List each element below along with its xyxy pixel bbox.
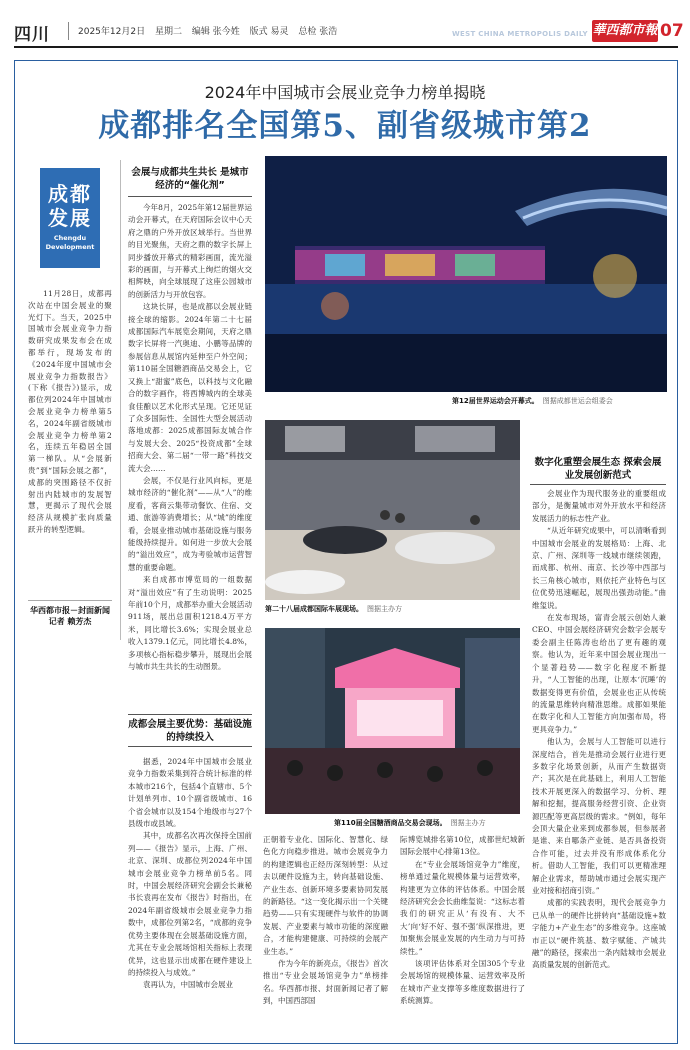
paragraph: 该项评估体系对全国305个专业会展场馆的规模体量、运营效率及所在城市产业支撑等多维度数据进行了系统测算。 [400, 959, 525, 1006]
section-name: 四川 [14, 25, 50, 45]
paragraph: 他认为，会展与人工智能可以进行深度结合，首先是推动会展行业进行更多数字化场景创新，从而产生数据资产；其次是在此基础上，利用人工智能技术开展更深入的数据学习、分析、理解和挖掘，提高服务经营引资、企业资源匹配等更高层级的需求。“例如，每年会顶大量企业来到成都参展，但参展者是谁、来自哪条产业链、是否具备投资合作可能，过去并没有形成体系化分析。借助人工智能，我们可以更精准理解企业需求，帮助城市通过会展实现产业对接和招商引资。” [532, 737, 666, 895]
lead-text: 11月28日，成都再次站在中国会展业的聚光灯下。当天，2025中国城市会展业竞争力指数研究成果发布会在成都举行，现场发布的《2024年度中国城市会展业竞争力指数报告》(下称《报告》)显示，成都位列2024年中国城市会展业竞争力榜单第5名，2024年副省级城市会展业竞争力榜单第2名，连续五年稳居全国第一梯队。从“会展新贵”到“国际会展之都”，成都的突围路径不仅折射出内陆城市的发展智慧，更揭示了现代会展经济从规模扩张向质量跃升的转型逻辑。 [28, 289, 112, 534]
paragraph: 会展，不仅是行业风向标，更是城市经济的“催化剂”——从“人”的维度看，客商云集带动餐饮、住宿、交通、旅游等消费增长；从“城”的维度看，会展业推动城市基础设施与服务能级持续提升。如何进一步放大会展的“溢出效应”，成为考验城市运营智慧的重要命题。 [128, 475, 252, 572]
subhead-rule [128, 196, 252, 197]
photo-auto-show-image [265, 420, 520, 600]
caption-text: 第110届全国糖酒商品交易会现场。 [334, 819, 447, 827]
photo-sugar-wine-fair [265, 628, 520, 814]
subhead-rule [128, 714, 252, 715]
body-column-4 [532, 488, 666, 972]
body-column-2 [263, 834, 388, 1008]
subhead-1: 会展与成都共生共长 是城市经济的“催化剂” [131, 167, 249, 191]
paragraph: 来自成都市博览局的一组数据对“溢出效应”有了生动说明：2025年前10个月，成都举办重大会展活动911场，展出总面积1218.4万平方米，同比增长3.6%；实现会展业总收入1379.1亿元，同比增长4.8%，多项核心指标稳步攀升，展现出会展与城市共生共长的生动图景。 [128, 575, 252, 672]
paragraph: 作为今年的新亮点，《报告》首次推出“专业会展场馆竞争力”单榜排名。华西都市报、封面新闻记者了解到，中国西部国 [263, 959, 388, 1006]
newspaper-logo: 華西都市報 [592, 20, 658, 42]
editor-credit: 编辑 张今姓 [191, 27, 240, 37]
checker-credit: 总检 张浩 [298, 27, 338, 37]
paragraph: 正朝着专业化、国际化、智慧化、绿色化方向稳步推进。城市会展竞争力的构建逻辑也正经历深刻转型：从过去以硬件设施为主，转向基础设施、产业生态、创新环境多要素协同发展的新路径。“这一变化揭示出一个关键趋势——只有实现硬件与软件的协调发展、产业要素与城市功能的深度融合，才能构建健康、可持续的会展产业生态。” [263, 835, 388, 956]
photo-credit: 图据成都世运会组委会 [542, 397, 613, 405]
body-column-1a [128, 202, 252, 673]
lead-paragraph [28, 288, 112, 536]
headline: 成都排名全国第5、副省级城市第2 [98, 108, 592, 144]
page-number: 07 [660, 21, 684, 41]
page-header [14, 18, 684, 48]
photo-caption-2 [265, 604, 402, 614]
photo-opening-ceremony-image [265, 156, 667, 392]
paragraph: 其中，成都名次再次保持全国前列——《报告》显示，上海、广州、北京、深圳、成都位列2024年中国城市会展业竞争力榜单前5名。同时，中国会展经济研究会副会长兼秘书长袁再在发布《报告》时指出，在2024年副省级城市会展业竞争力指数中，成都位列第2名，“成都的竞争优势主要体现在会展基础设施方面，尤其在专业会展场馆相关指标上表现优异，这也显示出成都在硬件建设上的持续投入与成效。” [128, 831, 252, 977]
column-rule [120, 160, 121, 640]
subhead-3: 数字化重塑会展生态 探索会展业发展创新范式 [534, 457, 662, 481]
paragraph: 这块长屏，也是成都以会展业链接全球的缩影。2024年第二十七届成都国际汽车展览会期间，天府之鼎数字长屏将一汽奥迪、小鹏等品牌的参展信息从展馆内延伸至户外空间；第110届全国糖酒商品交易会上，它又换上“甜蜜”底色，以科技与文化融合的数字画作，将西博城内的全球美食佳酿以艺术化形式呈现。它还见证了众多国际性、全国性大型会展活动落地成都：2025成都国际友城合作与发展大会、2025“投资成都”全球招商大会、第二届“一带一路”科技交流大会…… [128, 302, 252, 473]
designer-credit: 版式 易灵 [249, 27, 289, 37]
column-tag-title: 成都发展 [48, 182, 92, 230]
caption-text: 第12届世界运动会开幕式。 [452, 397, 539, 405]
subhead-rule [530, 484, 666, 485]
header-info [78, 24, 344, 37]
paragraph: 在发布现场，富青会展云创始人兼CEO、中国会展经济研究会数字会展专委会副主任陈涛也给出了更有趣的观察。他认为，近年来中国会展业现出一个显著趋势——数字化程度不断提升，“人工智能的出现，让原本‘沉睡’的数据变得更有价值，会展业也正从传统的流量思维转向精准思维。成都如果能在数字化和人工智能方向加强布局，将更具竞争力。” [532, 613, 666, 734]
body-column-3 [400, 834, 525, 1008]
masthead-english: WEST CHINA METROPOLIS DAILY [452, 30, 588, 38]
photo-caption-1 [452, 396, 613, 406]
header-divider [68, 22, 69, 40]
photo-caption-3 [334, 818, 486, 828]
subhead-rule [128, 746, 252, 747]
photo-opening-ceremony [265, 156, 667, 392]
paragraph: 据悉，2024年中国城市会展业竞争力指数采集到符合统计标准的样本城市216个，包括4个直辖市、5个计划单列市、10个副省级城市、16个省会城市以及154个地级市与27个县级市或县域。 [128, 757, 252, 829]
issue-weekday: 星期二 [154, 27, 182, 37]
subhead-2: 成都会展主要优势：基础设施的持续投入 [128, 719, 252, 743]
photo-credit: 图据主办方 [450, 819, 486, 827]
body-column-1b [128, 756, 252, 992]
caption-text: 第二十八届成都国际车展现场。 [265, 605, 363, 613]
photo-credit: 图据主办方 [367, 605, 402, 613]
paragraph: 袁再认为，中国城市会展业 [143, 980, 233, 990]
column-tag-english: Chengdu Development [45, 234, 95, 251]
issue-date: 2025年12月2日 [78, 27, 146, 37]
photo-auto-show [265, 420, 520, 600]
paragraph: 在“专业会展场馆竞争力”维度，榜单通过量化规模体量与运营效率，构建更为立体的评估体系。中国会展经济研究会会长曲维玺说：“这标志着我们的研究正从‘有没有、大不大’向‘好不好、强不强’纵深推进，更加聚焦会展业发展的内生动力与可持续性。” [400, 859, 525, 956]
column-tag [40, 168, 100, 268]
paragraph: 成都的实践表明，现代会展竞争力已从单一的硬件比拼转向“基础设施+数字能力+产业生态”的多维竞争。这座城市正以“硬件筑基、数字赋能、产城共融”的路径，探索出一条内陆城市会展业高质量发展的创新范式。 [532, 898, 666, 970]
paragraph: 会展业作为现代服务业的重要组成部分，是衡量城市对外开放水平和经济发展活力的标志性产业。 [532, 489, 666, 523]
kicker: 2024年中国城市会展业竞争力榜单揭晓 [204, 83, 486, 102]
byline: 华西都市报－封面新闻记者 赖芳杰 [28, 600, 112, 627]
photo-sugar-wine-fair-image [265, 628, 520, 814]
paragraph: “从近年研究成果中，可以清晰看到中国城市会展业的发展格局：上海、北京、广州、深圳等一线城市继续领跑，而成都、杭州、南京、长沙等中西部与长三角核心城市，则依托产业特色与区位优势迅速崛起，展现出强劲动能。”曲维玺说。 [532, 526, 666, 610]
paragraph: 际博览城排名第10位，成都世纪城新国际会展中心排第13位。 [400, 835, 525, 857]
paragraph: 今年8月，2025年第12届世界运动会开幕式，在天府国际会议中心天府之鼎的户外开放区域举行。当世界的目光聚焦，天府之鼎的数字长屏上同步播放开幕式的精彩画面，流光溢彩的画面，与开幕式上绚烂的烟火交相辉映，向全球展现了这座公园城市的创新活力与开放包容。 [128, 203, 252, 299]
